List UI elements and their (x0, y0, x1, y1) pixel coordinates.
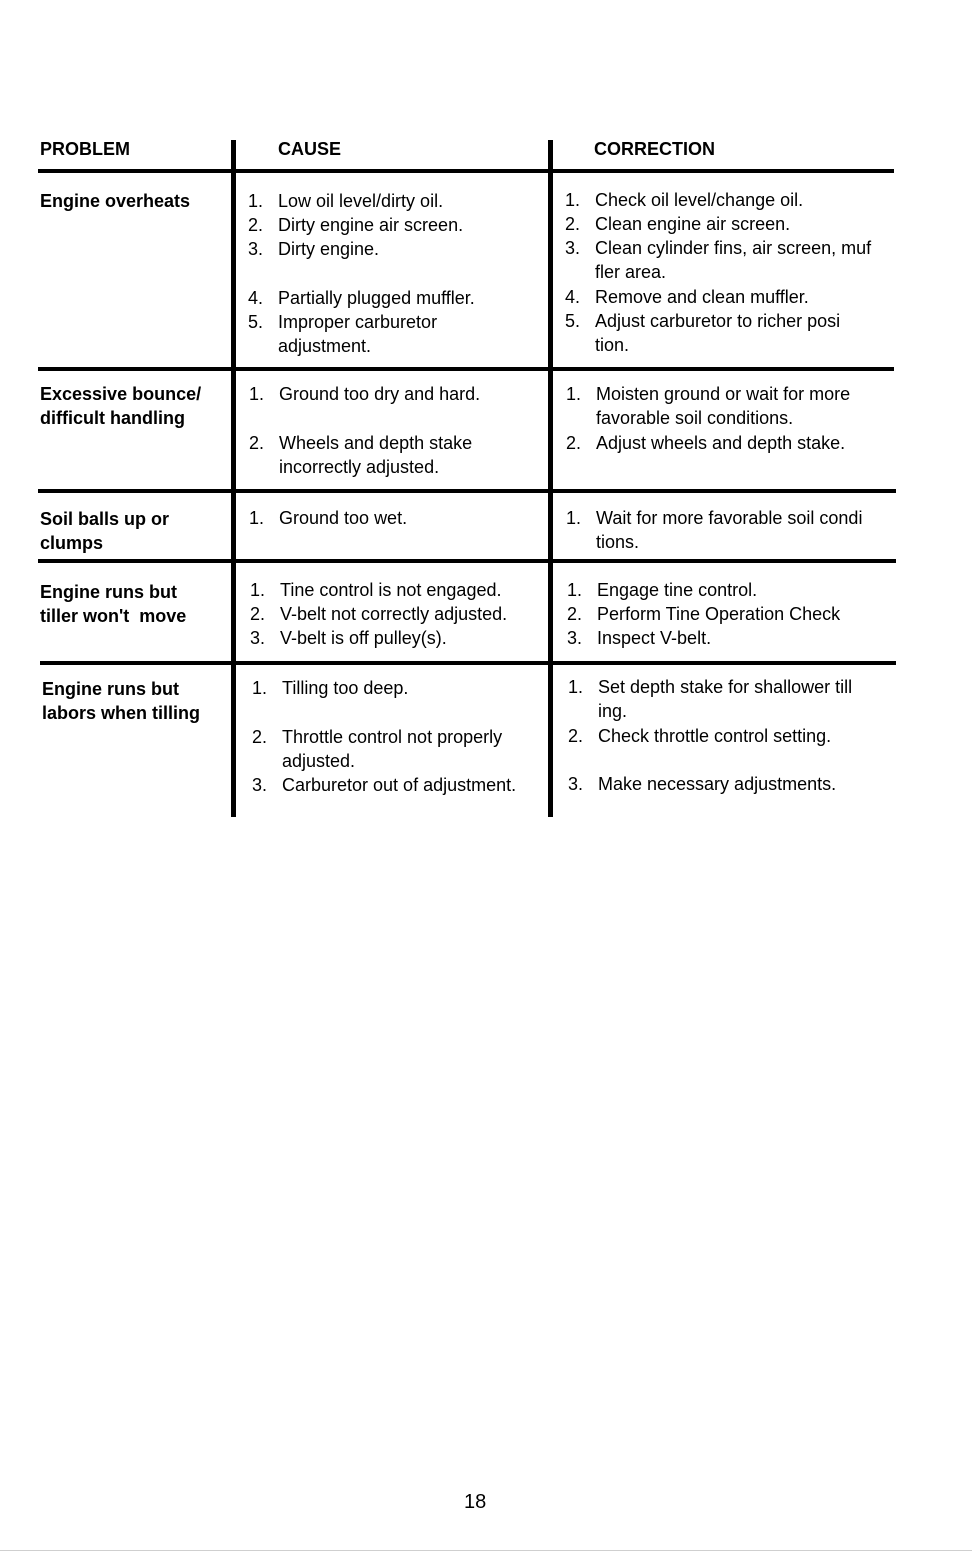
row-5-problem: Engine runs but labors when tilling (42, 679, 201, 723)
list-text: Set depth stake for shallower till ing. (598, 677, 853, 721)
header-correction: CORRECTION (594, 139, 715, 159)
row-rule-4 (40, 661, 896, 665)
list-text: Moisten ground or wait for more favorable soil conditions. (596, 384, 851, 428)
list-number: 2. (567, 604, 583, 624)
row-3-problem: Soil balls up or clumps (40, 509, 170, 553)
list-text: Dirty engine. (278, 239, 380, 259)
header-problem: PROBLEM (40, 139, 130, 159)
list-number: 3. (568, 774, 584, 794)
list-number: 1. (249, 384, 265, 404)
list-number: 2. (249, 433, 265, 453)
list-number: 2. (248, 215, 264, 235)
list-text: Engage tine control. (597, 580, 758, 600)
list-text: Ground too dry and hard. (279, 384, 481, 404)
row-rule-3 (38, 559, 896, 563)
list-text: Perform Tine Operation Check (597, 604, 841, 624)
list-text: Adjust wheels and depth stake. (596, 433, 846, 453)
list-number: 2. (566, 433, 582, 453)
list-number: 3. (252, 775, 268, 795)
list-text: Tilling too deep. (282, 678, 409, 698)
list-text: Low oil level/dirty oil. (278, 191, 444, 211)
list-text: Partially plugged muffler. (278, 288, 475, 308)
header-rule (38, 169, 894, 173)
list-text: Ground too wet. (279, 508, 408, 528)
list-number: 1. (565, 190, 581, 210)
list-text: Throttle control not properly adjusted. (282, 727, 503, 771)
list-text: Remove and clean muffler. (595, 287, 809, 307)
row-rule-2 (38, 489, 896, 493)
list-text: Tine control is not engaged. (280, 580, 502, 600)
list-text: Make necessary adjustments. (598, 774, 837, 794)
list-text: V-belt not correctly adjusted. (280, 604, 508, 624)
list-number: 3. (567, 628, 583, 648)
list-text: Adjust carburetor to richer posi tion. (595, 311, 841, 355)
list-number: 2. (568, 726, 584, 746)
row-rule-1 (38, 367, 894, 371)
list-number: 2. (565, 214, 581, 234)
list-number: 3. (248, 239, 264, 259)
list-text: Check oil level/change oil. (595, 190, 804, 210)
list-number: 2. (252, 727, 268, 747)
list-text: Dirty engine air screen. (278, 215, 464, 235)
list-number: 1. (568, 677, 584, 697)
list-text: Carburetor out of adjustment. (282, 775, 517, 795)
page-number: 18 (464, 1491, 487, 1513)
list-text: Inspect V-belt. (597, 628, 712, 648)
list-number: 4. (248, 288, 264, 308)
list-number: 3. (250, 628, 266, 648)
divider-cause-correction (548, 140, 553, 817)
list-text: Improper carburetor adjustment. (278, 312, 438, 356)
list-number: 1. (248, 191, 264, 211)
divider-problem-cause (231, 140, 236, 817)
list-number: 4. (565, 287, 581, 307)
list-number: 2. (250, 604, 266, 624)
header-cause: CAUSE (278, 139, 342, 159)
list-number: 5. (565, 311, 581, 331)
list-text: Clean cylinder fins, air screen, muf fler area. (595, 238, 872, 282)
list-number: 1. (250, 580, 266, 600)
row-4-problem: Engine runs but tiller won't move (40, 582, 187, 626)
row-1-problem: Engine overheats (40, 191, 191, 211)
list-number: 1. (567, 580, 583, 600)
list-text: Wait for more favorable soil condi tions. (596, 508, 863, 552)
list-number: 1. (252, 678, 268, 698)
page-edge-line (0, 1550, 972, 1551)
list-text: Check throttle control setting. (598, 726, 832, 746)
list-text: Wheels and depth stake incorrectly adjusted. (279, 433, 473, 477)
list-number: 5. (248, 312, 264, 332)
list-text: V-belt is off pulley(s). (280, 628, 447, 648)
list-text: Clean engine air screen. (595, 214, 791, 234)
list-number: 1. (566, 384, 582, 404)
row-2-problem: Excessive bounce/ difficult handling (40, 384, 202, 428)
list-number: 1. (566, 508, 582, 528)
list-number: 3. (565, 238, 581, 258)
list-number: 1. (249, 508, 265, 528)
